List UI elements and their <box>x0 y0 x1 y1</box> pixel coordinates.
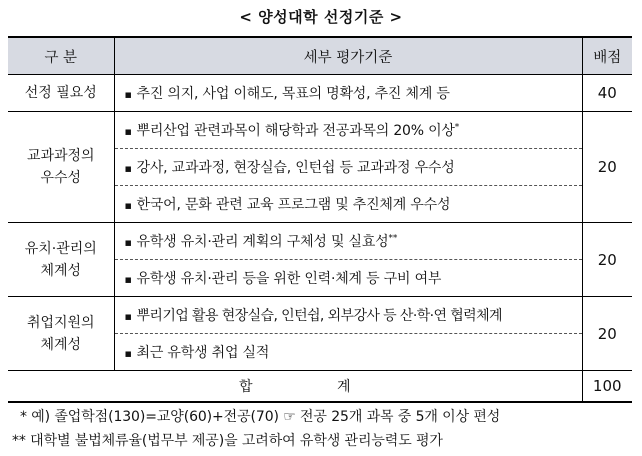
total-row <box>8 371 632 403</box>
category-cell: 유치·관리의 체계성 <box>8 223 114 297</box>
criteria-cell: ▪ 유학생 유치·관리 계획의 구체성 및 실효성** <box>114 223 582 260</box>
total-score: 100 <box>582 371 632 403</box>
footnote-2: ** 대학별 불법체류율(법무부 제공)을 고려하여 유학생 관리능력도 평가 <box>12 433 443 449</box>
table-header-row <box>8 37 632 75</box>
bullet-icon: ▪ <box>124 236 132 249</box>
score-cell: 40 <box>582 75 632 112</box>
bullet-icon: ▪ <box>124 310 132 323</box>
score-cell: 20 <box>582 223 632 297</box>
bullet-icon: ▪ <box>124 162 132 175</box>
table-row <box>8 223 632 260</box>
category-cell: 취업지원의 체계성 <box>8 297 114 371</box>
criteria-cell: ▪ 유학생 유치·관리 등을 위한 인력·체계 등 구비 여부 <box>114 260 582 297</box>
footnote-1: * 예) 졸업학점(130)=교양(60)+전공(70) ☞ 전공 25개 과목 중 5개 이상 편성 <box>20 409 501 425</box>
bullet-icon: ▪ <box>124 88 132 101</box>
bullet-icon: ▪ <box>124 273 132 286</box>
criteria-cell: ▪ 최근 유학생 취업 실적 <box>114 334 582 371</box>
category-cell: 교과과정의 우수성 <box>8 112 114 223</box>
total-label: 합 계 <box>8 371 582 403</box>
criteria-cell: ▪ 뿌리기업 활용 현장실습, 인턴쉽, 외부강사 등 산·학·연 협력체계 <box>114 297 582 334</box>
bullet-icon: ▪ <box>124 347 132 360</box>
footnote-mark: ** <box>388 233 398 244</box>
criteria-cell: ▪ 추진 의지, 사업 이해도, 목표의 명확성, 추진 체계 등 <box>114 75 582 112</box>
criteria-cell: ▪ 한국어, 문화 관련 교육 프로그램 및 추진체계 우수성 <box>114 186 582 223</box>
header-criteria: 세부 평가기준 <box>114 37 582 75</box>
bullet-icon: ▪ <box>124 125 132 138</box>
criteria-cell: ▪ 강사, 교과과정, 현장실습, 인턴쉽 등 교과과정 우수성 <box>114 149 582 186</box>
page-title: < 양성대학 선정기준 > <box>239 8 403 26</box>
header-category: 구 분 <box>8 37 114 75</box>
table-row <box>8 75 632 112</box>
header-score: 배점 <box>582 37 632 75</box>
table-row <box>8 297 632 334</box>
score-cell: 20 <box>582 297 632 371</box>
criteria-cell: ▪ 뿌리산업 관련과목이 해당학과 전공과목의 20% 이상* <box>114 112 582 149</box>
table-row <box>8 112 632 149</box>
footnote-mark: * <box>454 122 460 133</box>
score-cell: 20 <box>582 112 632 223</box>
category-cell: 선정 필요성 <box>8 75 114 112</box>
criteria-table <box>8 36 632 403</box>
bullet-icon: ▪ <box>124 199 132 212</box>
